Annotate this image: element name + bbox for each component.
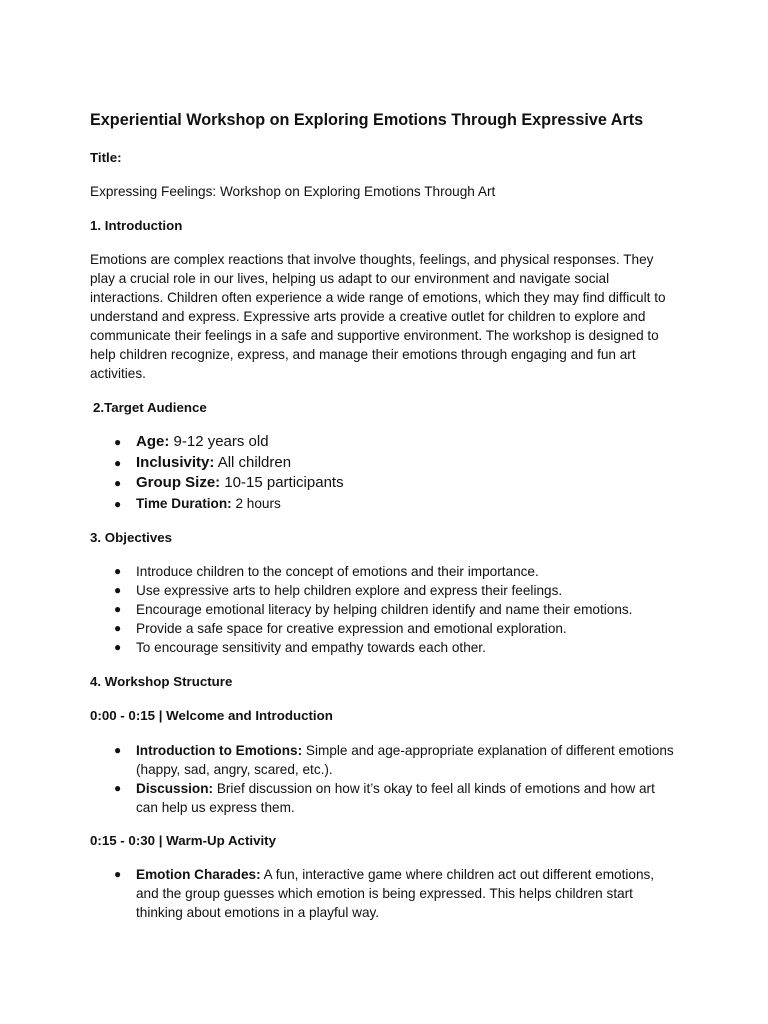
list-item bbox=[90, 779, 680, 817]
list-item-label: Emotion Charades: bbox=[136, 867, 261, 882]
bullet-icon: ● bbox=[114, 435, 122, 449]
list-item bbox=[90, 562, 680, 581]
list-item-label: Age: bbox=[136, 433, 170, 450]
bullet-icon: ● bbox=[114, 743, 122, 757]
introduction-paragraph: Emotions are complex reactions that involve thoughts, feelings, and physical responses. They play a crucial role in our lives, helping us adapt to our environment and navigate social interactions. Children often experience a wide range of emotions, which they may find difficult to understand and express. Expressive arts provide a creative outlet for children to explore and communicate their feelings in a safe and supportive environment. The workshop is designed to help children recognize, express, and manage their emotions through engaging and fun art activities. bbox=[90, 252, 666, 381]
list-item-text: Provide a safe space for creative expression and emotional exploration. bbox=[136, 621, 567, 636]
list-item-value: 9-12 years old bbox=[169, 433, 269, 450]
workshop-structure-heading: 4. Workshop Structure bbox=[90, 674, 233, 689]
bullet-icon: ● bbox=[114, 583, 122, 597]
list-item bbox=[90, 619, 680, 638]
list-item-text: Introduce children to the concept of emotions and their importance. bbox=[136, 564, 539, 579]
list-item-label: Time Duration: bbox=[136, 495, 232, 511]
list-item bbox=[90, 600, 680, 619]
session-1-list bbox=[90, 741, 680, 817]
bullet-icon: ● bbox=[114, 867, 122, 881]
bullet-icon: ● bbox=[114, 640, 122, 654]
list-item bbox=[90, 473, 680, 494]
list-item bbox=[90, 638, 680, 657]
list-item-text: To encourage sensitivity and empathy towards each other. bbox=[136, 640, 486, 655]
bullet-icon: ● bbox=[114, 602, 122, 616]
list-item bbox=[90, 581, 680, 600]
list-item-value: Simple and age-appropriate explanation of different emotions (happy, sad, angry, scared, etc.). bbox=[136, 743, 674, 777]
list-item-text: Use expressive arts to help children explore and express their feelings. bbox=[136, 583, 563, 598]
objectives-heading: 3. Objectives bbox=[90, 530, 173, 545]
bullet-icon: ● bbox=[114, 455, 122, 470]
list-item-value: A fun, interactive game where children act out different emotions, and the group guesses which emotion is being expressed. This helps children start thinking about emotions in a playful way. bbox=[136, 867, 655, 920]
list-item-value: All children bbox=[214, 453, 292, 471]
list-item bbox=[90, 865, 680, 922]
bullet-icon: ● bbox=[114, 476, 122, 490]
list-item-text: Encourage emotional literacy by helping children identify and name their emotions. bbox=[136, 602, 633, 617]
list-item-label: Discussion: bbox=[136, 781, 214, 796]
list-item-value: 10-15 participants bbox=[220, 474, 344, 491]
list-item-label: Introduction to Emotions: bbox=[136, 743, 303, 758]
list-item bbox=[90, 494, 680, 515]
list-item-value: Brief discussion on how it’s okay to feel all kinds of emotions and how art can help us express them. bbox=[136, 781, 655, 815]
bullet-icon: ● bbox=[114, 781, 122, 795]
target-audience-heading: 2.Target Audience bbox=[93, 400, 207, 415]
session-heading: 0:15 - 0:30 | Warm-Up Activity bbox=[90, 833, 276, 848]
list-item-label: Inclusivity: bbox=[136, 453, 215, 471]
title-label: Title: bbox=[90, 150, 122, 165]
list-item bbox=[90, 432, 680, 453]
list-item-value: 2 hours bbox=[231, 495, 281, 511]
objectives-list bbox=[90, 562, 680, 657]
document-title: Experiential Workshop on Exploring Emotions Through Expressive Arts bbox=[90, 111, 644, 129]
bullet-icon: ● bbox=[114, 621, 122, 635]
session-2-list bbox=[90, 865, 680, 922]
bullet-icon: ● bbox=[114, 496, 122, 511]
session-heading: 0:00 - 0:15 | Welcome and Introduction bbox=[90, 708, 333, 723]
target-audience-list bbox=[90, 432, 680, 514]
list-item bbox=[90, 741, 680, 779]
introduction-heading: 1. Introduction bbox=[90, 218, 183, 233]
list-item-label: Group Size: bbox=[136, 474, 221, 491]
list-item bbox=[90, 453, 680, 474]
bullet-icon: ● bbox=[114, 564, 122, 578]
workshop-title-text: Expressing Feelings: Workshop on Exploring Emotions Through Art bbox=[90, 184, 496, 199]
